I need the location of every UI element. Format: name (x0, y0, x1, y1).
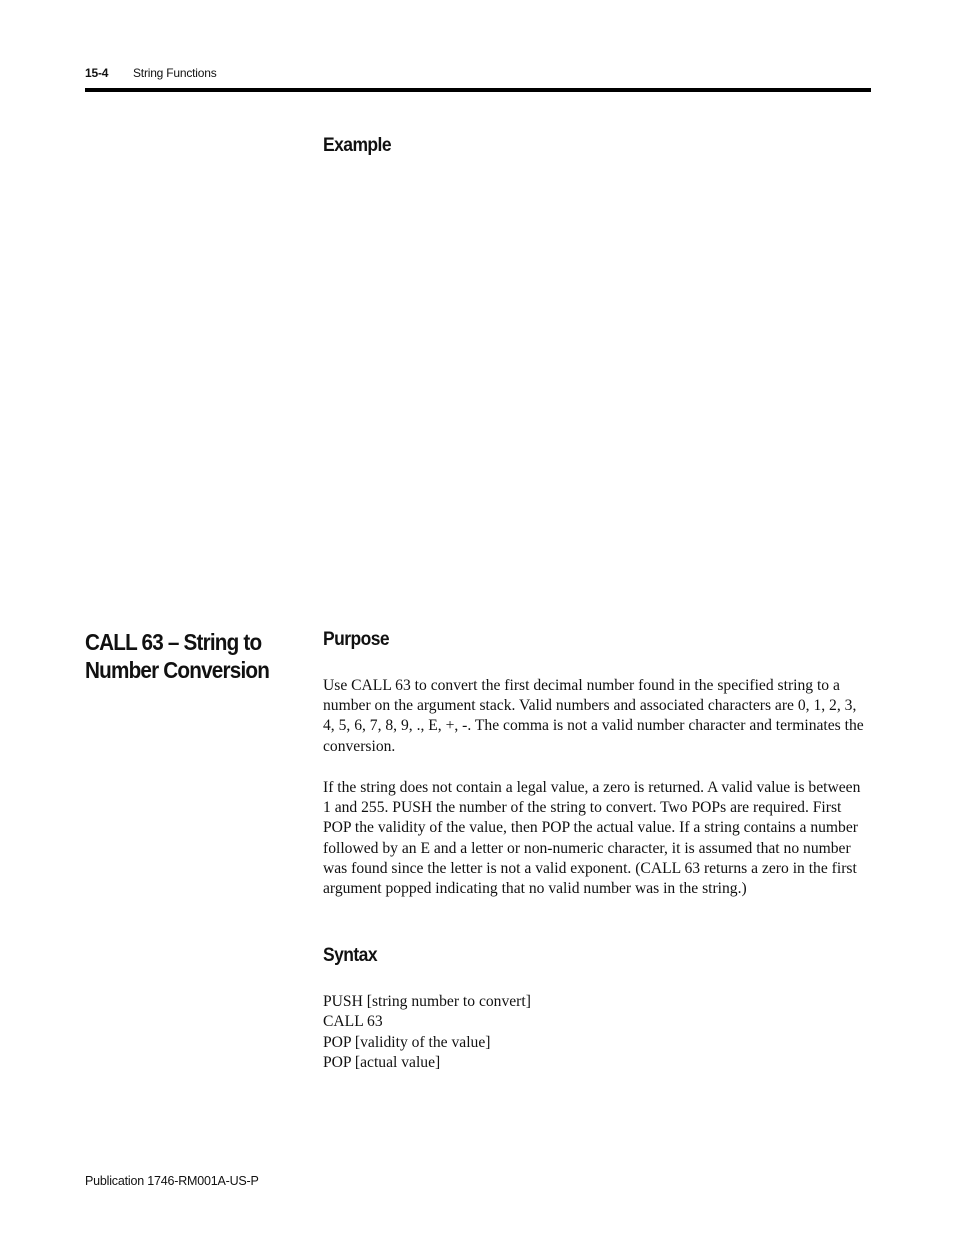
footer-publication: Publication 1746-RM001A-US-P (85, 1174, 259, 1188)
syntax-line: POP [actual value] (323, 1053, 441, 1071)
running-section-name: String Functions (133, 66, 217, 80)
example-heading: Example (323, 135, 392, 156)
syntax-line: POP [validity of the value] (323, 1033, 491, 1051)
purpose-heading: Purpose (323, 629, 390, 650)
purpose-paragraph-1: Use CALL 63 to convert the first decimal number found in the specified string to a number on the argument stack. Valid numbers and associated characters are 0, 1, 2, 3, 4, 5, 6, 7, 8, 9, ., E, +, -. The comma is not a valid number character and terminates the conversion. (323, 677, 864, 755)
purpose-paragraph-2: If the string does not contain a legal value, a zero is returned. A valid value is between 1 and 255. PUSH the number of the string to convert. Two POPs are required. First POP the validity of the value, then POP the actual value. If a string contains a number followed by an E and a letter or non-numeric character, it is assumed that no number was found since the letter is not a valid exponent. (CALL 63 returns a zero in the first argument popped indicating that no valid number was in the string.) (323, 779, 861, 898)
section-title-line-2: Number Conversion (85, 657, 270, 683)
header-rule (85, 88, 871, 92)
section-title-line-1: CALL 63 – String to (85, 629, 262, 655)
syntax-line: PUSH [string number to convert] (323, 993, 531, 1010)
syntax-heading: Syntax (323, 945, 378, 966)
syntax-line: CALL 63 (323, 1013, 383, 1031)
page-number: 15-4 (85, 66, 109, 80)
section-title (85, 628, 292, 684)
syntax-block (323, 992, 531, 1073)
